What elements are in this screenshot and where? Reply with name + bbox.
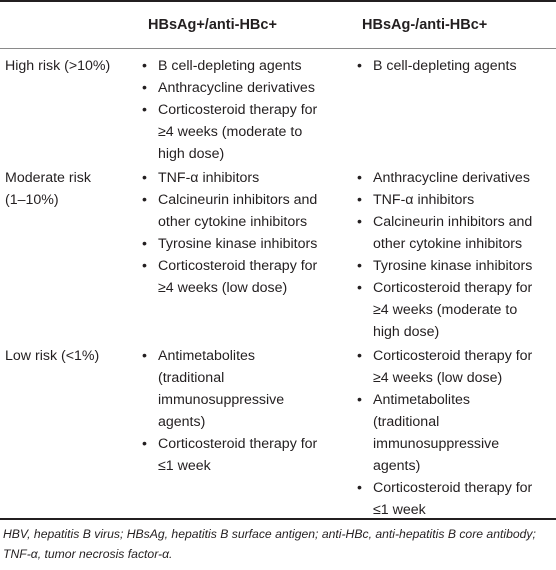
list-item [137, 345, 347, 433]
list-item-text: Corticosteroid therapy for ≥4 weeks (moderate to high dose) [373, 280, 533, 340]
bullet-icon: • [142, 348, 147, 364]
bullet-icon: • [357, 348, 362, 364]
list-item-text: Corticosteroid therapy for ≥4 weeks (low dose) [158, 258, 318, 296]
list-item [137, 189, 347, 233]
list-item-text: Antimetabolites (traditional immunosuppressive agents) [158, 348, 285, 430]
high-risk-hbsag-negative-list [352, 55, 556, 77]
list-item-text: Calcineurin inhibitors and other cytokine inhibitors [373, 214, 533, 252]
list-item-text: B cell-depleting agents [158, 58, 302, 74]
list-item-text: TNF-α inhibitors [158, 170, 260, 186]
bullet-icon: • [357, 392, 362, 408]
list-item-text: Anthracycline derivatives [158, 80, 315, 96]
list-item-text: B cell-depleting agents [373, 58, 517, 74]
bullet-icon: • [142, 258, 147, 274]
list-item [352, 477, 556, 521]
list-item-text: Antimetabolites (traditional immunosuppressive agents) [373, 392, 500, 474]
header-hbsag-positive: HBsAg+/anti-HBc+ [148, 17, 277, 33]
list-item-text: Corticosteroid therapy for ≤1 week [373, 480, 533, 518]
bullet-icon: • [142, 236, 147, 252]
list-item-text: Corticosteroid therapy for ≥4 weeks (low dose) [373, 348, 533, 386]
table-footnote: HBV, hepatitis B virus; HBsAg, hepatitis B surface antigen; anti-HBc, anti-hepatitis B core antibody; TNF-α, tumor necrosis factor-α. [3, 527, 536, 561]
bullet-icon: • [142, 80, 147, 96]
list-item [352, 389, 556, 477]
list-item [137, 167, 347, 189]
list-item [137, 55, 347, 77]
moderate-risk-hbsag-negative-list [352, 167, 556, 343]
bullet-icon: • [357, 214, 362, 230]
bullet-icon: • [357, 480, 362, 496]
risk-label-high: High risk (>10%) [5, 58, 111, 74]
list-item-text: Tyrosine kinase inhibitors [158, 236, 318, 252]
header-hbsag-negative: HBsAg-/anti-HBc+ [362, 17, 488, 33]
list-item [352, 189, 556, 211]
list-item-text: TNF-α inhibitors [373, 192, 475, 208]
list-item [352, 211, 556, 255]
list-item [137, 77, 347, 99]
high-risk-hbsag-positive-list [137, 55, 347, 165]
bullet-icon: • [357, 258, 362, 274]
list-item [352, 345, 556, 389]
bullet-icon: • [142, 192, 147, 208]
table-bottom-rule [0, 518, 556, 520]
list-item-text: Corticosteroid therapy for ≥4 weeks (moderate to high dose) [158, 102, 318, 162]
bullet-icon: • [357, 192, 362, 208]
list-item [137, 233, 347, 255]
list-item [137, 433, 347, 477]
list-item [352, 277, 556, 343]
list-item-text: Corticosteroid therapy for ≤1 week [158, 436, 318, 474]
low-risk-hbsag-positive-list [137, 345, 347, 477]
list-item [352, 255, 556, 277]
list-item [137, 99, 347, 165]
table-top-rule [0, 0, 556, 2]
list-item [352, 167, 556, 189]
low-risk-hbsag-negative-list [352, 345, 556, 521]
risk-label-moderate: Moderate risk (1–10%) [5, 170, 91, 208]
bullet-icon: • [357, 170, 362, 186]
list-item [352, 55, 556, 77]
header-rule [0, 48, 556, 49]
bullet-icon: • [142, 436, 147, 452]
list-item-text: Tyrosine kinase inhibitors [373, 258, 533, 274]
list-item [137, 255, 347, 299]
bullet-icon: • [142, 58, 147, 74]
bullet-icon: • [142, 170, 147, 186]
list-item-text: Anthracycline derivatives [373, 170, 530, 186]
moderate-risk-hbsag-positive-list [137, 167, 347, 299]
risk-label-low: Low risk (<1%) [5, 348, 100, 364]
bullet-icon: • [142, 102, 147, 118]
bullet-icon: • [357, 280, 362, 296]
list-item-text: Calcineurin inhibitors and other cytokine inhibitors [158, 192, 318, 230]
bullet-icon: • [357, 58, 362, 74]
